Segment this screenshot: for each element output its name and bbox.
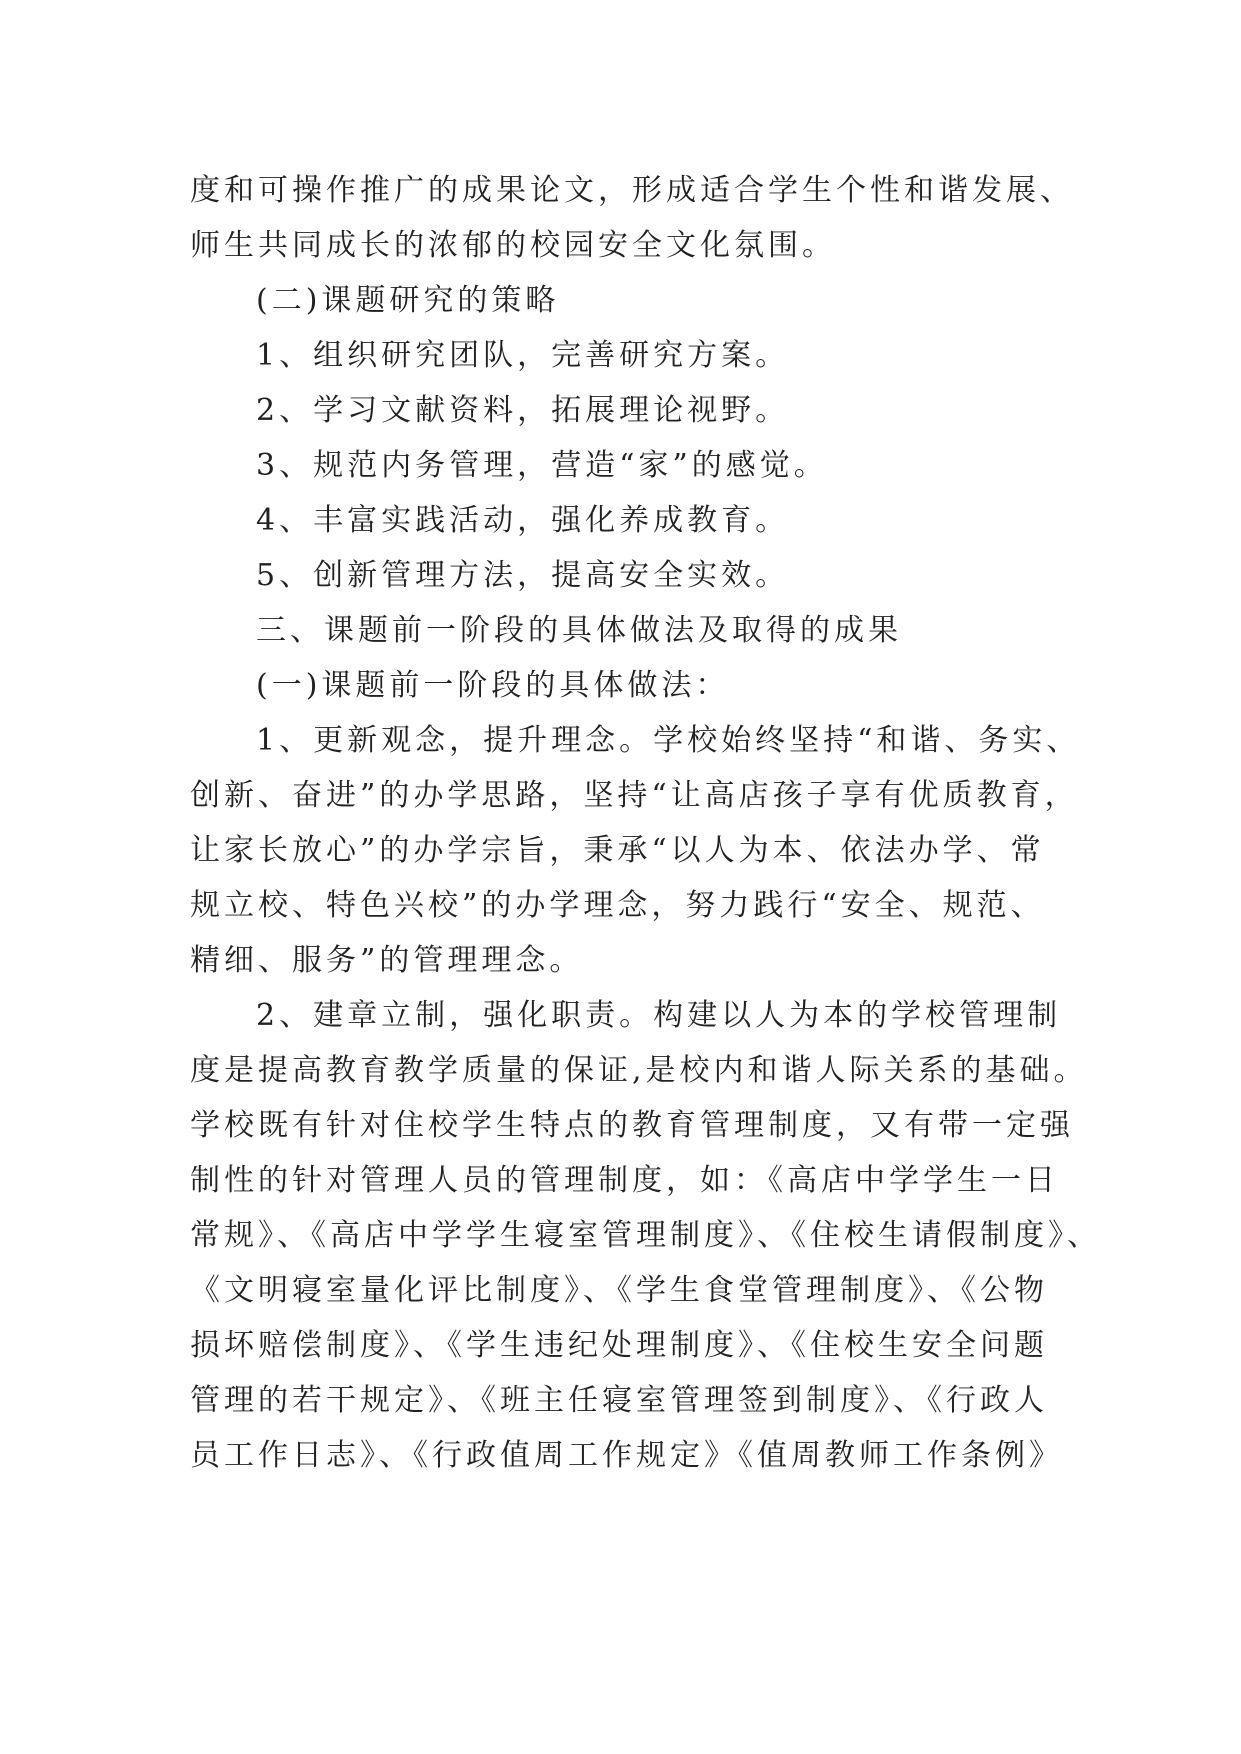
text-line: 创新、奋进”的办学思路，坚持“让高店孩子享有优质教育， <box>190 778 1079 813</box>
text-line: 规立校、特色兴校”的办学理念，努力践行“安全、规范、 <box>190 888 1045 923</box>
text-line: 常规》、《高店中学学生寝室管理制度》、《住校生请假制度》、 <box>190 1218 1101 1253</box>
paragraph-start: 1、更新观念，提升理念。学校始终坚持“和谐、务实、 <box>256 723 1081 758</box>
list-item: 3、规范内务管理，营造“家”的感觉。 <box>256 448 828 483</box>
text-line: 度是提高教育教学质量的保证,是校内和谐人际关系的基础。 <box>190 1053 1088 1088</box>
text-line: 师生共同成长的浓郁的校园安全文化氛围。 <box>190 228 836 263</box>
section-heading: 三、课题前一阶段的具体做法及取得的成果 <box>256 613 902 648</box>
text-line: 精细、服务”的管理理念。 <box>190 943 584 978</box>
subsection-heading: (一)课题前一阶段的具体做法： <box>256 668 730 703</box>
body-text <box>190 163 1101 1483</box>
text-line: 损坏赔偿制度》、《学生违纪处理制度》、《住校生安全问题 <box>190 1328 1048 1363</box>
text-line: 《文明寝室量化评比制度》、《学生食堂管理制度》、《公物 <box>190 1273 1048 1308</box>
text-line: 度和可操作推广的成果论文，形成适合学生个性和谐发展、 <box>190 173 1074 208</box>
text-line: 让家长放心”的办学宗旨，秉承“以人为本、依法办学、常 <box>190 833 1045 868</box>
text-line: 管理的若干规定》、《班主任寝室管理签到制度》、《行政人 <box>190 1383 1048 1418</box>
list-item: 2、学习文献资料，拓展理论视野。 <box>256 393 790 428</box>
paragraph-start: 2、建章立制，强化职责。构建以人为本的学校管理制 <box>256 998 1062 1033</box>
text-line: 制性的针对管理人员的管理制度，如：《高店中学学生一日 <box>190 1163 1059 1198</box>
list-item: 5、创新管理方法，提高安全实效。 <box>256 558 790 593</box>
list-item: 4、丰富实践活动，强化养成教育。 <box>256 503 790 538</box>
text-line: 学校既有针对住校学生特点的教育管理制度，又有带一定强 <box>190 1108 1074 1143</box>
section-heading: (二)课题研究的策略 <box>256 283 560 318</box>
text-line: 员工作日志》、《行政值周工作规定》《值周教师工作条例》 <box>190 1438 1063 1473</box>
list-item: 1、组织研究团队，完善研究方案。 <box>256 338 790 373</box>
